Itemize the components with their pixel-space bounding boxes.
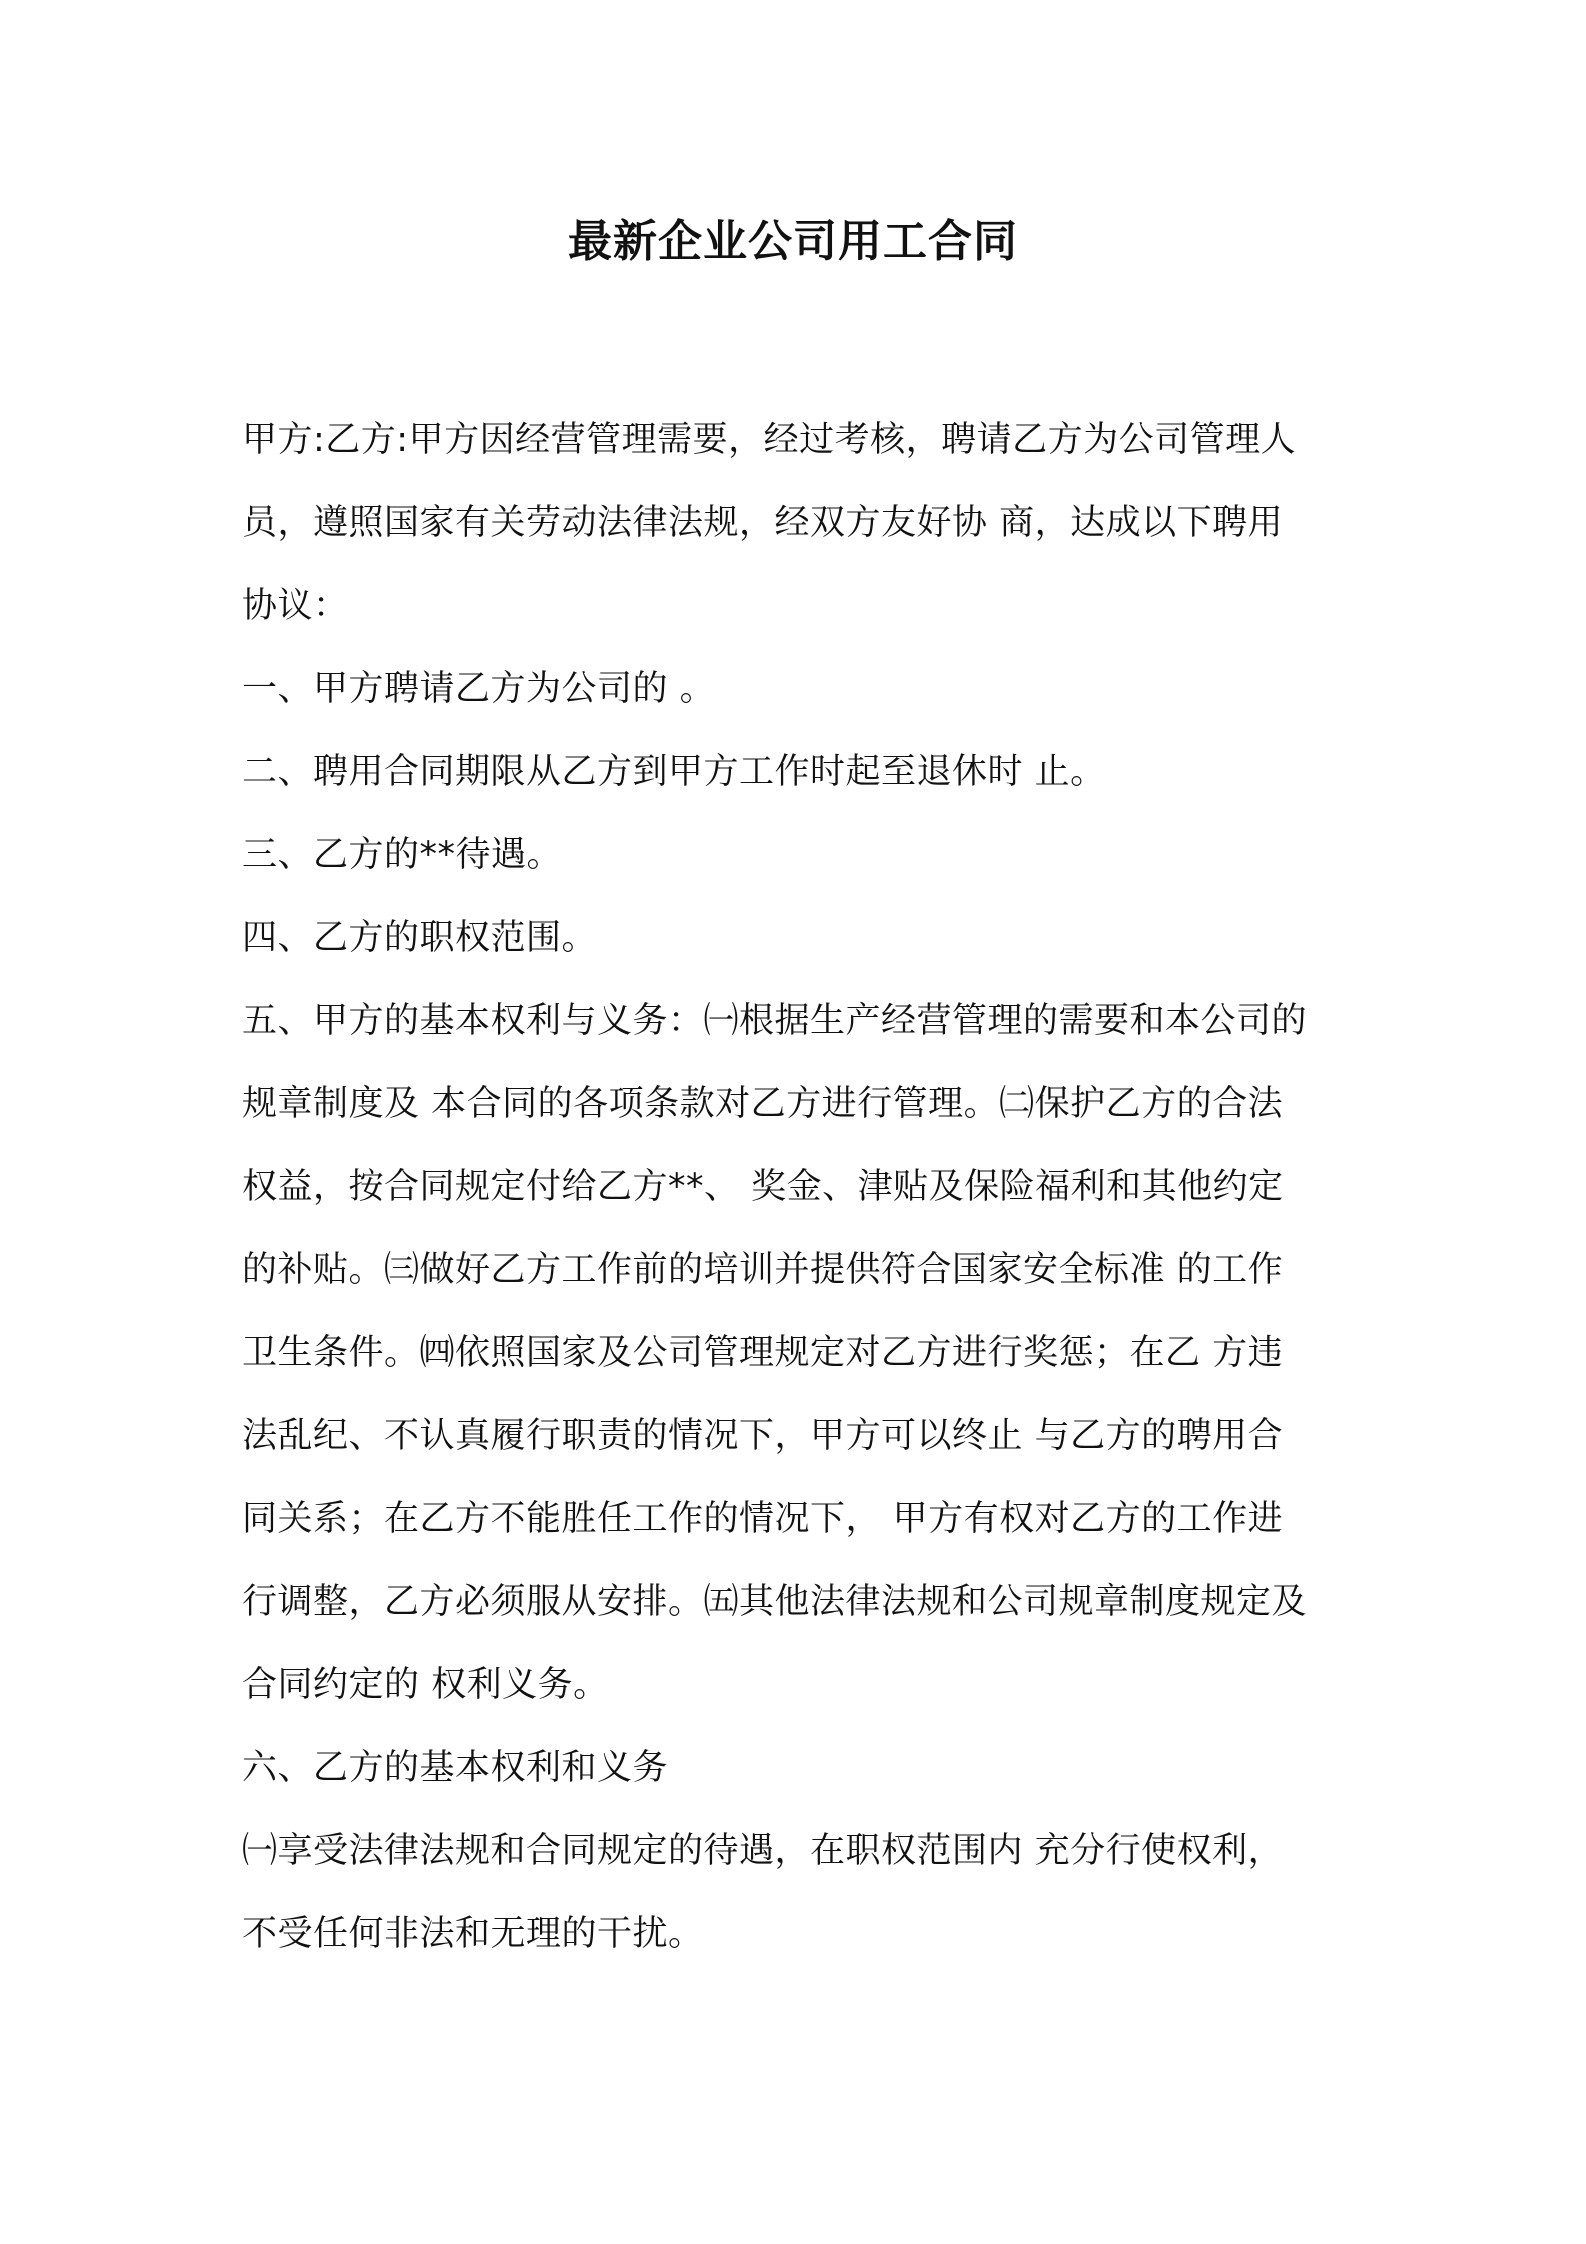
text-line: 的补贴。㈢做好乙方工作前的培训并提供符合国家安全标准 的工作 bbox=[242, 1250, 1284, 1290]
text-line: 协议： bbox=[242, 586, 349, 626]
text-line: ㈠享受法律法规和合同规定的待遇，在职权范围内 充分行使权利， bbox=[242, 1831, 1284, 1871]
text-line: 二、聘用合同期限从乙方到甲方工作时起至退休时 止。 bbox=[242, 752, 1106, 792]
text-line: 卫生条件。㈣依照国家及公司管理规定对乙方进行奖惩；在乙 方违 bbox=[242, 1333, 1284, 1373]
document-title: 最新企业公司用工合同 bbox=[568, 216, 1018, 267]
text-line: 员，遵照国家有关劳动法律法规，经双方友好协 商，达成以下聘用 bbox=[242, 503, 1284, 543]
text-line: 权益，按合同规定付给乙方**、 奖金、津贴及保险福利和其他约定 bbox=[242, 1167, 1284, 1207]
text-line: 五、甲方的基本权利与义务：㈠根据生产经营管理的需要和本公司的 bbox=[242, 1001, 1308, 1041]
text-line: 法乱纪、不认真履行职责的情况下，甲方可以终止 与乙方的聘用合 bbox=[242, 1416, 1284, 1456]
text-line: 一、甲方聘请乙方为公司的 。 bbox=[242, 669, 716, 709]
text-line: 三、乙方的**待遇。 bbox=[242, 835, 563, 875]
text-line: 规章制度及 本合同的各项条款对乙方进行管理。㈡保护乙方的合法 bbox=[242, 1084, 1284, 1124]
text-line: 甲方:乙方:甲方因经营管理需要，经过考核，聘请乙方为公司管理人 bbox=[242, 420, 1297, 460]
text-line: 行调整，乙方必须服从安排。㈤其他法律法规和公司规章制度规定及 bbox=[242, 1582, 1308, 1622]
text-line: 六、乙方的基本权利和义务 bbox=[242, 1748, 669, 1788]
document-body bbox=[242, 408, 1362, 1985]
text-line: 合同约定的 权利义务。 bbox=[242, 1665, 609, 1705]
text-line: 同关系；在乙方不能胜任工作的情况下， 甲方有权对乙方的工作进 bbox=[242, 1499, 1284, 1539]
text-line: 四、乙方的职权范围。 bbox=[242, 918, 598, 958]
text-line: 不受任何非法和无理的干扰。 bbox=[242, 1914, 704, 1954]
